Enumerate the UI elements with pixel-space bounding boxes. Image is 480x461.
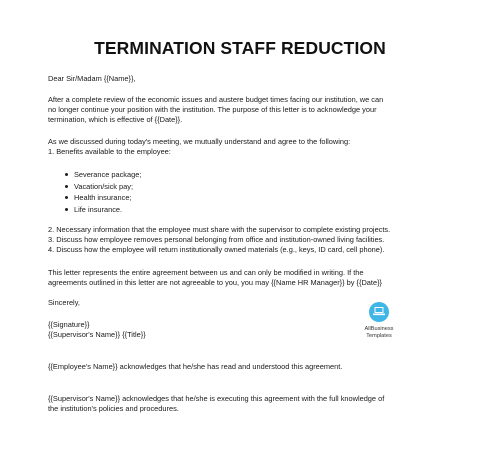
agreement-paragraph: This letter represents the entire agreement between us and can only be modified in writing. If the agreements outlined in this letter are not agreeable to you, you may {{Name HR Manager}} by {{Date}} [48,268,383,287]
list-item: Life insurance. [48,204,141,216]
document-title: TERMINATION STAFF REDUCTION [94,38,386,58]
item-4: 4. Discuss how the employee will return institutionally owned materials (e.g., keys, ID card, cell phone). [48,245,385,254]
item-2: 2. Necessary information that the employee must share with the supervisor to complete existing projects. [48,225,391,234]
item-3: 3. Discuss how employee removes personal belonging from office and institution-owned living facilities. [48,235,385,244]
benefits-list [48,169,141,215]
list-item: Health insurance; [48,192,141,204]
logo-text: AllBusiness Templates [364,326,394,339]
employee-acknowledgement: {{Employee's Name}} acknowledges that he/she has read and understood this agreement. [48,362,343,371]
discussion-paragraph: As we discussed during today's meeting, we mutually understand and agree to the following: 1. Benefits available to the employee: [48,137,351,156]
salutation: Dear Sir/Madam {{Name}}, [48,74,136,83]
laptop-icon [369,302,389,322]
signature-placeholder: {{Signature}} [48,320,90,329]
list-item: Severance package; [48,169,141,181]
numbered-items [48,225,432,255]
supervisor-name-title: {{Supervisor's Name}} {{Title}} [48,330,146,339]
list-item: Vacation/sick pay; [48,181,141,193]
supervisor-acknowledgement: {{Supervisor's Name}} acknowledges that he/she is executing this agreement with the full knowledge of the institution's policies and procedures. [48,394,385,413]
allbusiness-logo [354,302,404,348]
closing: Sincerely, [48,298,80,307]
intro-paragraph: After a complete review of the economic issues and austere budget times facing our institution, we can no longer continue your position with the institution. The purpose of this letter is to acknowledge your termination, which is effective of {{Date}}. [48,95,384,124]
